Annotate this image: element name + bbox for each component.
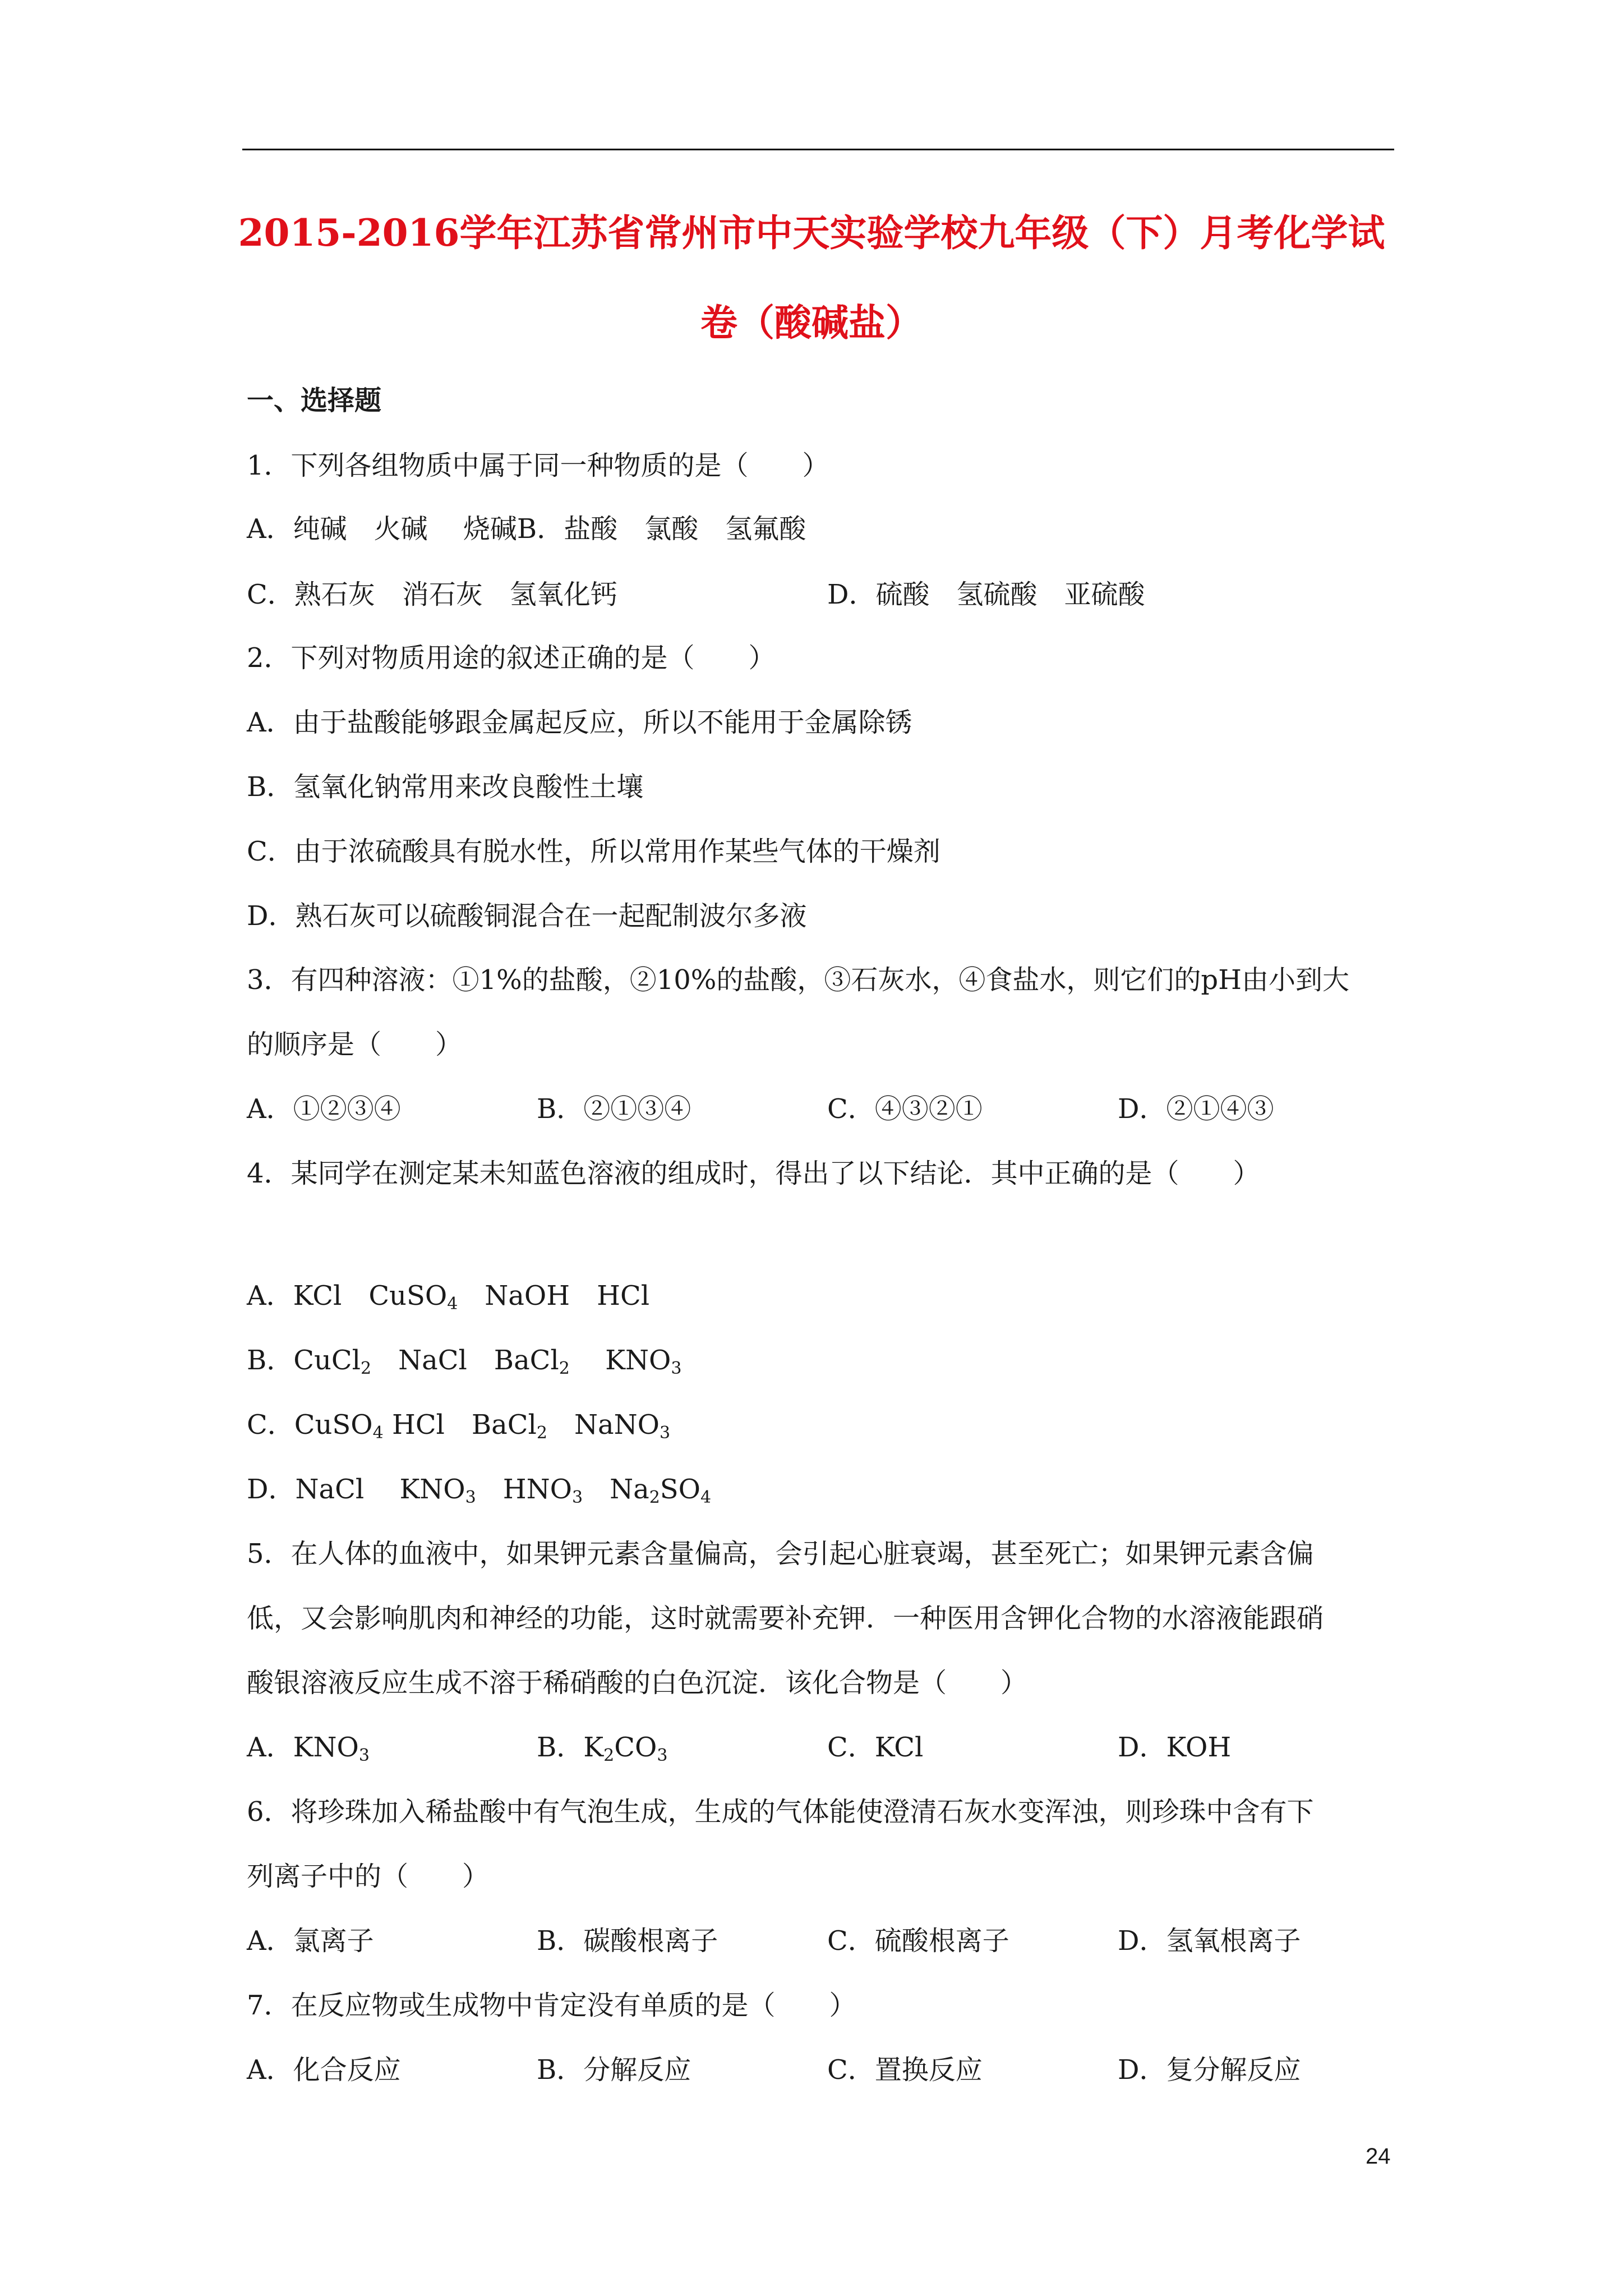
q6-option-b: B．碳酸根离子	[537, 1925, 718, 1957]
q6-stem-line-1: 6．将珍珠加入稀盐酸中有气泡生成，生成的气体能使澄清石灰水变浑浊，则珍珠中含有下	[247, 1796, 1314, 1828]
q4-option-b: B．CuCl$_2$ NaCl BaCl$_2$ $KNO_3$	[247, 1345, 682, 1378]
title-line-1: 2015-2016学年江苏省常州市中天实验学校九年级（下）月考化学试	[238, 211, 1385, 255]
page-number: 24	[1366, 2144, 1391, 2169]
q5-stem-line-3: 酸银溶液反应生成不溶于稀硝酸的白色沉淀．该化合物是（ ）	[247, 1667, 1028, 1699]
header-rule	[242, 149, 1394, 150]
q5-option-d: D．KOH	[1118, 1732, 1232, 1763]
q4-option-a: A．KCl CuSO$_4$ NaOH HCl	[247, 1280, 650, 1314]
q7-option-c: C．置换反应	[827, 2054, 983, 2086]
section-heading: 一、选择题	[247, 385, 382, 416]
q1-options-ab: A．纯碱 火碱 烧碱B．盐酸 氯酸 氢氟酸	[247, 513, 806, 545]
q4-stem: 4．某同学在测定某未知蓝色溶液的组成时，得出了以下结论．其中正确的是（ ）	[247, 1158, 1260, 1189]
q1-stem: 1．下列各组物质中属于同一种物质的是（ ）	[247, 450, 829, 481]
q5-stem-line-1: 5．在人体的血液中，如果钾元素含量偏高，会引起心脏衰竭，甚至死亡；如果钾元素含偏	[247, 1538, 1314, 1570]
title-line-2: 卷（酸碱盐）	[700, 301, 923, 344]
q7-option-b: B．分解反应	[537, 2054, 691, 2086]
q7-option-a: A．化合反应	[247, 2054, 401, 2086]
q3-stem-line-2: 的顺序是（ ）	[247, 1029, 463, 1060]
q3-option-b: B．②①③④	[537, 1093, 691, 1125]
q2-option-d: D．熟石灰可以硫酸铜混合在一起配制波尔多液	[247, 900, 807, 932]
q6-option-d: D．氢氧根离子	[1118, 1925, 1301, 1957]
q2-stem: 2．下列对物质用途的叙述正确的是（ ）	[247, 642, 776, 674]
q4-option-c: C．CuSO$_4$ HCl BaCl$_2$ NaNO$_3$	[247, 1409, 671, 1443]
q3-option-a: A．①②③④	[247, 1093, 401, 1125]
q5-option-a: A．$KNO_3$	[247, 1732, 370, 1765]
q1-option-c: C．熟石灰 消石灰 氢氧化钙	[247, 579, 617, 610]
q1-option-d: D．硫酸 氢硫酸 亚硫酸	[827, 579, 1145, 610]
q5-option-b: B．$K_2CO_3$	[537, 1732, 668, 1765]
q3-stem-line-1: 3．有四种溶液：①1%的盐酸，②10%的盐酸，③石灰水，④食盐水，则它们的pH由小到大	[247, 964, 1349, 996]
q4-option-d: D．NaCl $KNO_3$ $HNO_3$ $Na_2SO_4$	[247, 1474, 712, 1507]
q3-option-d: D．②①④③	[1118, 1093, 1274, 1125]
q2-option-a: A．由于盐酸能够跟金属起反应，所以不能用于金属除锈	[247, 707, 912, 738]
q2-option-c: C．由于浓硫酸具有脱水性，所以常用作某些气体的干燥剂	[247, 836, 940, 867]
q2-option-b: B．氢氧化钠常用来改良酸性土壤	[247, 771, 644, 803]
q3-option-c: C．④③②①	[827, 1093, 983, 1125]
q5-stem-line-2: 低，又会影响肌肉和神经的功能，这时就需要补充钾．一种医用含钾化合物的水溶液能跟硝	[247, 1603, 1324, 1634]
q7-option-d: D．复分解反应	[1118, 2054, 1301, 2086]
q5-option-c: C．KCl	[827, 1732, 924, 1763]
q6-option-c: C．硫酸根离子	[827, 1925, 1009, 1957]
q7-stem: 7．在反应物或生成物中肯定没有单质的是（ ）	[247, 1990, 856, 2021]
q6-option-a: A．氯离子	[247, 1925, 374, 1957]
q6-stem-line-2: 列离子中的（ ）	[247, 1861, 490, 1892]
